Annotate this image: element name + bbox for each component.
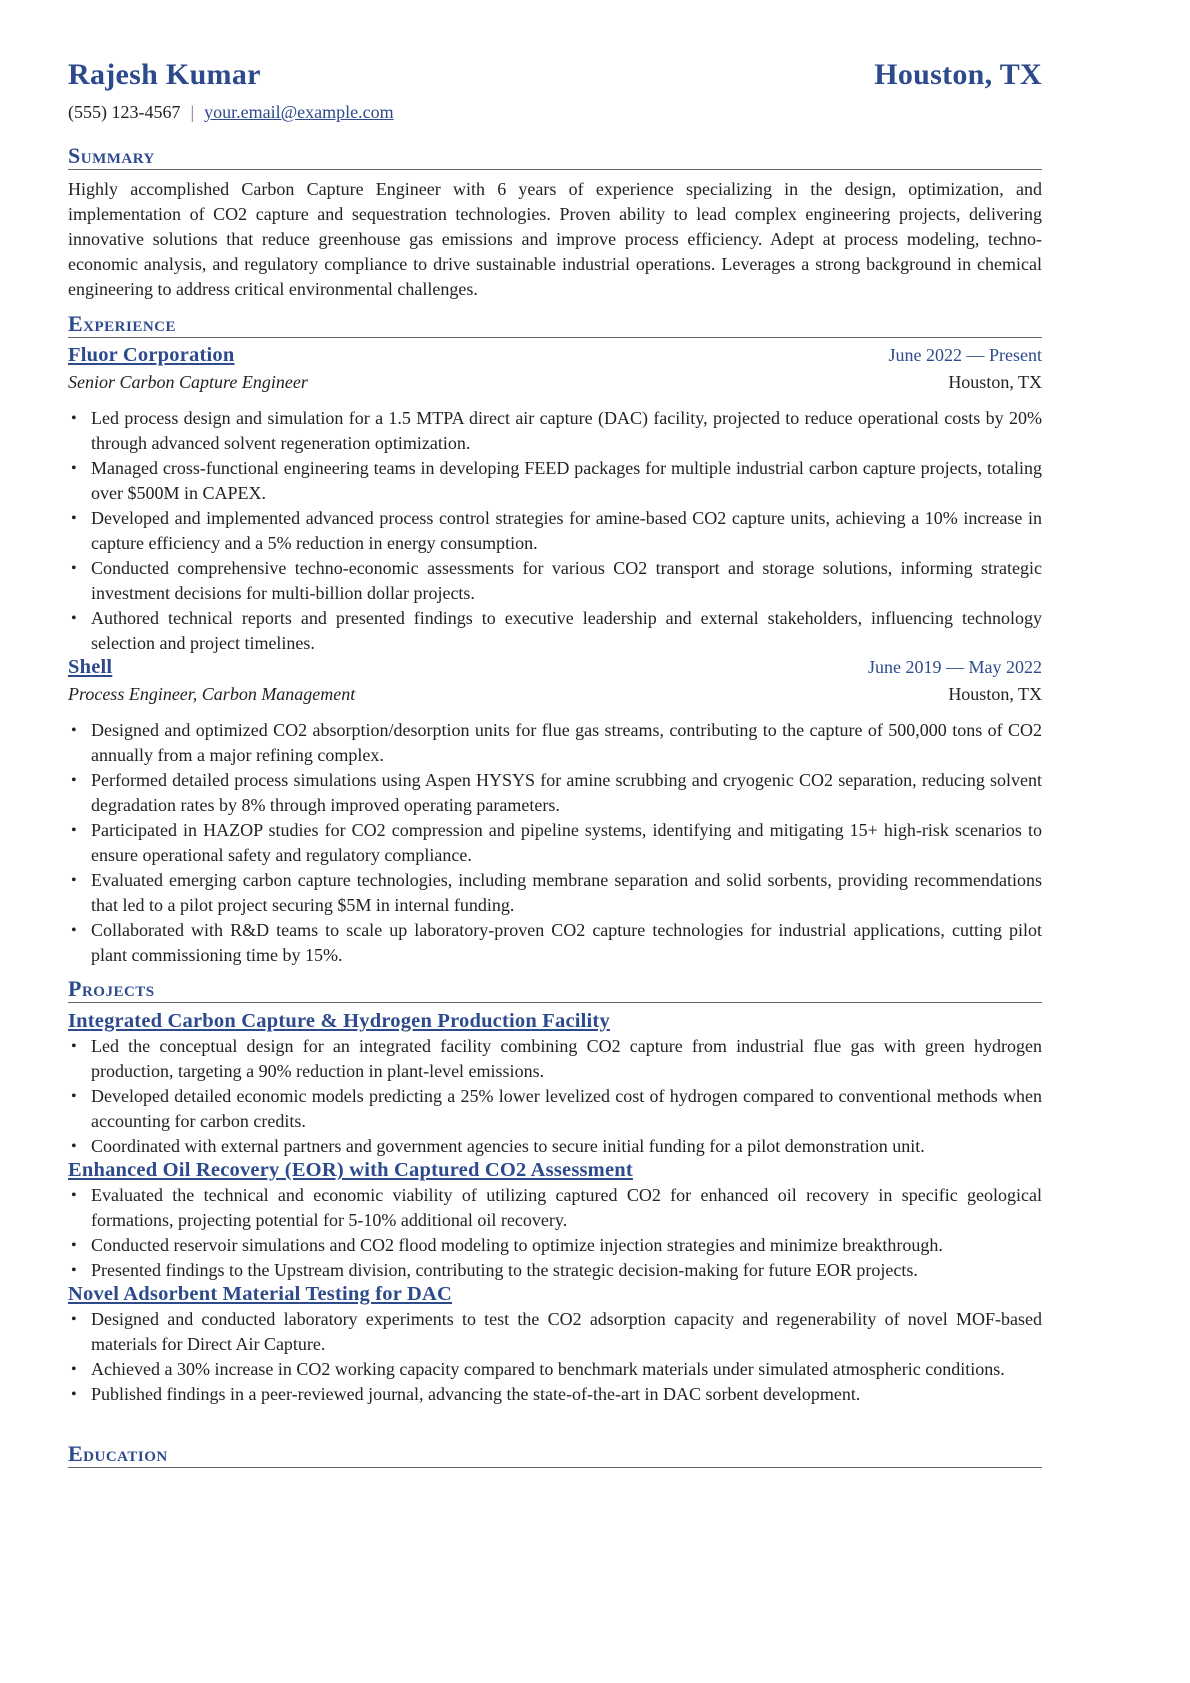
resume-header <box>68 58 1042 92</box>
list-item: • Published findings in a peer-reviewed journal, advancing the state-of-the-art in DAC sorbent development. <box>68 1382 1042 1407</box>
project-bullets <box>68 1034 1042 1159</box>
list-item: • Led process design and simulation for a 1.5 MTPA direct air capture (DAC) facility, projected to reduce operational costs by 20% through advanced solvent regeneration optimization. <box>68 406 1042 456</box>
job-bullets <box>68 718 1042 968</box>
list-item: • Authored technical reports and presented findings to executive leadership and external stakeholders, influencing technology selection and project timelines. <box>68 606 1042 656</box>
company-name-link[interactable]: Shell <box>68 656 113 678</box>
contact-separator: | <box>190 102 195 122</box>
project-bullets <box>68 1307 1042 1407</box>
list-item: • Evaluated the technical and economic viability of utilizing captured CO2 for enhanced oil recovery in specific geological formations, projecting potential for 5-10% additional oil recovery. <box>68 1183 1042 1233</box>
list-item: • Managed cross-functional engineering teams in developing FEED packages for multiple industrial carbon capture projects, totaling over $500M in CAPEX. <box>68 456 1042 506</box>
job-dates: June 2022 — Present <box>888 345 1042 365</box>
section-title-education: Education <box>68 1441 1042 1468</box>
section-title-summary: Summary <box>68 143 1042 170</box>
section-title-experience: Experience <box>68 311 1042 338</box>
email-link[interactable]: your.email@example.com <box>204 102 394 122</box>
list-item: • Designed and conducted laboratory experiments to test the CO2 adsorption capacity and regenerability of novel MOF-based materials for Direct Air Capture. <box>68 1307 1042 1357</box>
job-title: Senior Carbon Capture Engineer <box>68 372 308 392</box>
list-item: • Evaluated emerging carbon capture technologies, including membrane separation and solid sorbents, providing recommendations that led to a pilot project securing $5M in internal funding. <box>68 868 1042 918</box>
list-item: • Conducted reservoir simulations and CO2 flood modeling to optimize injection strategies and minimize breakthrough. <box>68 1233 1042 1258</box>
job-role-row <box>68 684 1042 705</box>
project-title-link[interactable]: Enhanced Oil Recovery (EOR) with Captured CO2 Assessment <box>68 1159 633 1181</box>
contact-line <box>68 102 394 123</box>
candidate-location: Houston, TX <box>874 58 1042 91</box>
job-header <box>68 344 1042 367</box>
list-item: • Collaborated with R&D teams to scale up laboratory-proven CO2 capture technologies for industrial applications, cutting pilot plant commissioning time by 15%. <box>68 918 1042 968</box>
list-item: • Developed detailed economic models predicting a 25% lower levelized cost of hydrogen compared to conventional methods when accounting for carbon credits. <box>68 1084 1042 1134</box>
list-item: • Led the conceptual design for an integrated facility combining CO2 capture from industrial flue gas with green hydrogen production, targeting a 90% reduction in plant-level emissions. <box>68 1034 1042 1084</box>
project-title-link[interactable]: Integrated Carbon Capture & Hydrogen Production Facility <box>68 1010 610 1032</box>
list-item: • Coordinated with external partners and government agencies to secure initial funding for a pilot demonstration unit. <box>68 1134 1042 1159</box>
summary-text: Highly accomplished Carbon Capture Engineer with 6 years of experience specializing in the design, optimization, and implementation of CO2 capture and sequestration technologies. Proven ability to lead complex engineering projects, delivering innovative solutions that reduce greenhouse gas emissions and improve process efficiency. Adept at process modeling, techno-economic analysis, and regulatory compliance to drive sustainable industrial operations. Leverages a strong background in chemical engineering to address critical environmental challenges. <box>68 179 1042 299</box>
list-item: • Participated in HAZOP studies for CO2 compression and pipeline systems, identifying and mitigating 15+ high-risk scenarios to ensure operational safety and regulatory compliance. <box>68 818 1042 868</box>
project-bullets <box>68 1183 1042 1283</box>
job-bullets <box>68 406 1042 656</box>
company-name-link[interactable]: Fluor Corporation <box>68 344 235 366</box>
list-item: • Achieved a 30% increase in CO2 working capacity compared to benchmark materials under simulated atmospheric conditions. <box>68 1357 1042 1382</box>
list-item: • Designed and optimized CO2 absorption/desorption units for flue gas streams, contributing to the capture of 500,000 tons of CO2 annually from a major refining complex. <box>68 718 1042 768</box>
list-item: • Presented findings to the Upstream division, contributing to the strategic decision-making for future EOR projects. <box>68 1258 1042 1283</box>
phone-number: (555) 123-4567 <box>68 102 181 122</box>
project-title-link[interactable]: Novel Adsorbent Material Testing for DAC <box>68 1283 453 1305</box>
list-item: • Performed detailed process simulations using Aspen HYSYS for amine scrubbing and cryogenic CO2 separation, reducing solvent degradation rates by 8% through improved operating parameters. <box>68 768 1042 818</box>
candidate-name: Rajesh Kumar <box>68 58 261 91</box>
job-header <box>68 656 1042 679</box>
list-item: • Developed and implemented advanced process control strategies for amine-based CO2 capture units, achieving a 10% increase in capture efficiency and a 5% reduction in energy consumption. <box>68 506 1042 556</box>
job-location: Houston, TX <box>948 372 1042 392</box>
job-title: Process Engineer, Carbon Management <box>68 684 356 704</box>
job-dates: June 2019 — May 2022 <box>868 657 1042 677</box>
section-title-projects: Projects <box>68 976 1042 1003</box>
list-item: • Conducted comprehensive techno-economic assessments for various CO2 transport and storage solutions, informing strategic investment decisions for multi-billion dollar projects. <box>68 556 1042 606</box>
job-location: Houston, TX <box>948 684 1042 704</box>
job-role-row <box>68 372 1042 393</box>
